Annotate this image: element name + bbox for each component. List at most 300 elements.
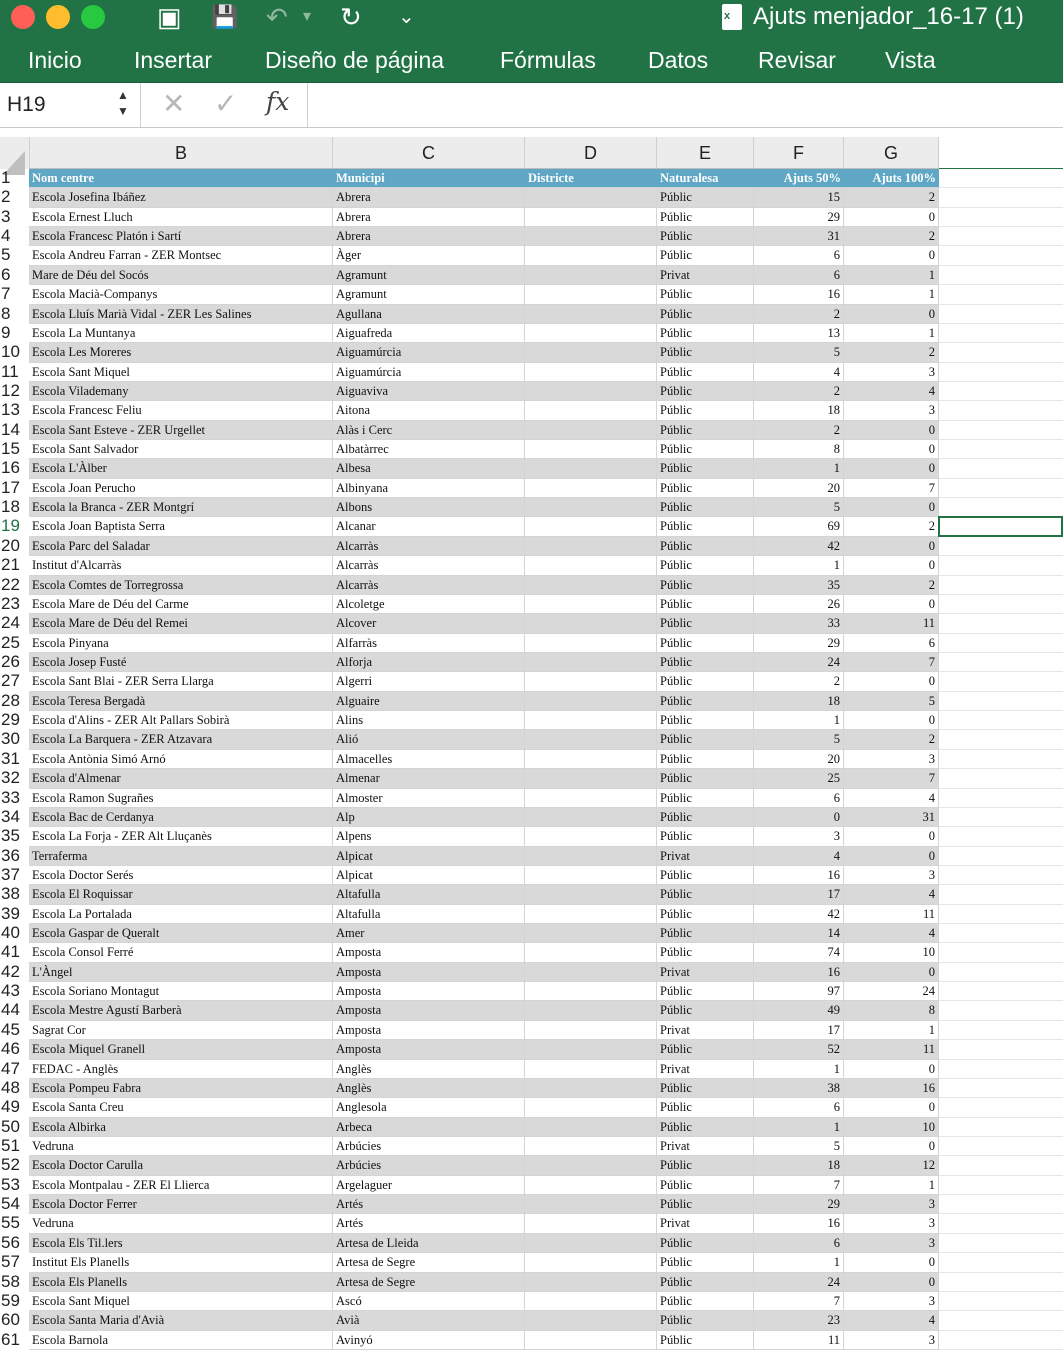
cell-naturalesa[interactable]: Públic	[657, 1098, 754, 1117]
cell-nom-centre[interactable]: Escola Doctor Carulla	[29, 1156, 333, 1175]
cell-naturalesa[interactable]: Privat	[657, 266, 754, 285]
cell-districte[interactable]	[525, 1253, 657, 1272]
header-cell-municipi[interactable]: Municipi	[333, 169, 525, 188]
redo-icon[interactable]: ↻	[340, 2, 362, 32]
cell-naturalesa[interactable]: Públic	[657, 1311, 754, 1330]
cell-municipi[interactable]: Avinyó	[333, 1331, 525, 1350]
cell-municipi[interactable]: Alpicat	[333, 847, 525, 866]
row-number[interactable]: 59	[1, 1290, 20, 1310]
row-number[interactable]: 40	[1, 923, 20, 943]
cell-municipi[interactable]: Almacelles	[333, 750, 525, 769]
row-number[interactable]: 56	[1, 1232, 20, 1252]
cell-ajuts-100[interactable]: 3	[844, 750, 939, 769]
cell-ajuts-50[interactable]: 14	[754, 924, 844, 943]
cell-nom-centre[interactable]: Escola Barnola	[29, 1331, 333, 1350]
cell-ajuts-100[interactable]: 3	[844, 1292, 939, 1311]
cell-ajuts-50[interactable]: 6	[754, 266, 844, 285]
cell-ajuts-100[interactable]: 1	[844, 1176, 939, 1195]
cell-districte[interactable]	[525, 789, 657, 808]
row-number[interactable]: 54	[1, 1194, 20, 1214]
cell-naturalesa[interactable]: Públic	[657, 188, 754, 207]
cell-nom-centre[interactable]: L'Àngel	[29, 963, 333, 982]
cell-municipi[interactable]: Amer	[333, 924, 525, 943]
cell-districte[interactable]	[525, 943, 657, 962]
cell-ajuts-100[interactable]: 0	[844, 847, 939, 866]
row-number[interactable]: 3	[1, 206, 11, 226]
row-number[interactable]: 27	[1, 671, 20, 691]
cell-ajuts-50[interactable]: 5	[754, 1137, 844, 1156]
column-header-c[interactable]: C	[333, 137, 525, 169]
cell-naturalesa[interactable]: Públic	[657, 305, 754, 324]
cell-districte[interactable]	[525, 1001, 657, 1020]
cell-nom-centre[interactable]: Escola Albirka	[29, 1118, 333, 1137]
cell-nom-centre[interactable]: FEDAC - Anglès	[29, 1060, 333, 1079]
cell-districte[interactable]	[525, 982, 657, 1001]
cell-municipi[interactable]: Albesa	[333, 459, 525, 478]
tab-datos[interactable]: Datos	[648, 47, 709, 73]
cell-ajuts-100[interactable]: 0	[844, 1273, 939, 1292]
cell-ajuts-100[interactable]: 24	[844, 982, 939, 1001]
cell-districte[interactable]	[525, 924, 657, 943]
cell-naturalesa[interactable]: Públic	[657, 866, 754, 885]
cell-districte[interactable]	[525, 1137, 657, 1156]
cancel-edit-icon[interactable]: ✕	[162, 88, 186, 119]
cell-ajuts-100[interactable]: 0	[844, 305, 939, 324]
cell-ajuts-50[interactable]: 16	[754, 963, 844, 982]
row-number[interactable]: 15	[1, 439, 20, 459]
cell-ajuts-50[interactable]: 24	[754, 653, 844, 672]
cell-nom-centre[interactable]: Escola Els Til.lers	[29, 1234, 333, 1253]
header-cell-nom-centre[interactable]: Nom centre	[29, 169, 333, 188]
cell-ajuts-50[interactable]: 6	[754, 1234, 844, 1253]
cell-nom-centre[interactable]: Escola Pompeu Fabra	[29, 1079, 333, 1098]
cell-municipi[interactable]: Alcarràs	[333, 576, 525, 595]
row-number[interactable]: 17	[1, 477, 20, 497]
cell-ajuts-50[interactable]: 6	[754, 789, 844, 808]
cell-districte[interactable]	[525, 459, 657, 478]
zoom-window-button[interactable]	[81, 5, 105, 29]
row-number[interactable]: 36	[1, 845, 20, 865]
cell-ajuts-100[interactable]: 0	[844, 963, 939, 982]
cell-nom-centre[interactable]: Escola Montpalau - ZER El Llierca	[29, 1176, 333, 1195]
cell-municipi[interactable]: Abrera	[333, 208, 525, 227]
cell-ajuts-50[interactable]: 5	[754, 343, 844, 362]
cell-ajuts-50[interactable]: 4	[754, 847, 844, 866]
cell-ajuts-100[interactable]: 3	[844, 1195, 939, 1214]
tab-vista[interactable]: Vista	[885, 47, 936, 73]
row-number[interactable]: 12	[1, 380, 20, 400]
cell-ajuts-50[interactable]: 13	[754, 324, 844, 343]
cell-municipi[interactable]: Alió	[333, 730, 525, 749]
cell-districte[interactable]	[525, 634, 657, 653]
cell-districte[interactable]	[525, 208, 657, 227]
column-header-d[interactable]: D	[525, 137, 657, 169]
cell-ajuts-50[interactable]: 2	[754, 382, 844, 401]
cell-ajuts-50[interactable]: 26	[754, 595, 844, 614]
cell-districte[interactable]	[525, 963, 657, 982]
cell-ajuts-100[interactable]: 3	[844, 401, 939, 420]
cell-ajuts-50[interactable]: 1	[754, 711, 844, 730]
cell-districte[interactable]	[525, 363, 657, 382]
row-number[interactable]: 49	[1, 1097, 20, 1117]
cell-naturalesa[interactable]: Públic	[657, 595, 754, 614]
cell-ajuts-100[interactable]: 11	[844, 614, 939, 633]
cell-districte[interactable]	[525, 653, 657, 672]
cell-ajuts-100[interactable]: 0	[844, 1060, 939, 1079]
cell-naturalesa[interactable]: Públic	[657, 1253, 754, 1272]
cell-districte[interactable]	[525, 595, 657, 614]
cell-ajuts-100[interactable]: 2	[844, 188, 939, 207]
row-number[interactable]: 39	[1, 903, 20, 923]
cell-municipi[interactable]: Aiguaviva	[333, 382, 525, 401]
cell-ajuts-50[interactable]: 18	[754, 1156, 844, 1175]
row-number[interactable]: 18	[1, 497, 20, 517]
row-number[interactable]: 10	[1, 342, 20, 362]
cell-nom-centre[interactable]: Vedruna	[29, 1214, 333, 1233]
cell-municipi[interactable]: Amposta	[333, 963, 525, 982]
cell-ajuts-100[interactable]: 3	[844, 1214, 939, 1233]
cell-ajuts-50[interactable]: 33	[754, 614, 844, 633]
cell-ajuts-50[interactable]: 29	[754, 208, 844, 227]
cell-ajuts-50[interactable]: 5	[754, 498, 844, 517]
cell-districte[interactable]	[525, 382, 657, 401]
cell-nom-centre[interactable]: Escola Antònia Simó Arnó	[29, 750, 333, 769]
cell-nom-centre[interactable]: Escola Doctor Serés	[29, 866, 333, 885]
row-number[interactable]: 38	[1, 884, 20, 904]
cell-naturalesa[interactable]: Públic	[657, 692, 754, 711]
cell-municipi[interactable]: Avià	[333, 1311, 525, 1330]
row-number[interactable]: 51	[1, 1136, 20, 1155]
select-all-button[interactable]	[0, 137, 29, 169]
cell-naturalesa[interactable]: Públic	[657, 924, 754, 943]
column-header-h[interactable]	[939, 137, 1063, 169]
cell-ajuts-50[interactable]: 16	[754, 866, 844, 885]
cell-municipi[interactable]: Artesa de Segre	[333, 1273, 525, 1292]
row-number[interactable]: 13	[1, 400, 20, 420]
row-number[interactable]: 4	[1, 226, 11, 246]
cell-ajuts-100[interactable]: 16	[844, 1079, 939, 1098]
cell-naturalesa[interactable]: Privat	[657, 1021, 754, 1040]
row-number[interactable]: 6	[1, 264, 11, 284]
cell-naturalesa[interactable]: Públic	[657, 1292, 754, 1311]
cell-municipi[interactable]: Amposta	[333, 982, 525, 1001]
cell-nom-centre[interactable]: Escola Miquel Granell	[29, 1040, 333, 1059]
cell-nom-centre[interactable]: Escola La Barquera - ZER Atzavara	[29, 730, 333, 749]
row-number[interactable]: 28	[1, 690, 20, 710]
cell-districte[interactable]	[525, 266, 657, 285]
cell-municipi[interactable]: Alcoletge	[333, 595, 525, 614]
cell-ajuts-100[interactable]: 2	[844, 343, 939, 362]
cell-naturalesa[interactable]: Públic	[657, 769, 754, 788]
cell-municipi[interactable]: Argelaguer	[333, 1176, 525, 1195]
cell-ajuts-50[interactable]: 38	[754, 1079, 844, 1098]
cell-municipi[interactable]: Agramunt	[333, 285, 525, 304]
cell-ajuts-50[interactable]: 24	[754, 1273, 844, 1292]
cell-nom-centre[interactable]: Escola Francesc Platón i Sartí	[29, 227, 333, 246]
cell-municipi[interactable]: Alforja	[333, 653, 525, 672]
row-number[interactable]: 37	[1, 864, 20, 884]
row-number[interactable]: 34	[1, 806, 20, 826]
row-number[interactable]: 48	[1, 1077, 20, 1097]
cell-districte[interactable]	[525, 808, 657, 827]
cell-nom-centre[interactable]: Escola Pinyana	[29, 634, 333, 653]
cell-districte[interactable]	[525, 885, 657, 904]
cell-municipi[interactable]: Algerri	[333, 672, 525, 691]
cell-municipi[interactable]: Amposta	[333, 943, 525, 962]
cell-naturalesa[interactable]: Públic	[657, 1156, 754, 1175]
row-number[interactable]: 11	[1, 361, 19, 381]
cell-ajuts-50[interactable]: 8	[754, 440, 844, 459]
cell-ajuts-100[interactable]: 3	[844, 1234, 939, 1253]
cell-municipi[interactable]: Arbúcies	[333, 1156, 525, 1175]
cell-naturalesa[interactable]: Públic	[657, 1176, 754, 1195]
cell-nom-centre[interactable]: Escola Teresa Bergadà	[29, 692, 333, 711]
cell-ajuts-50[interactable]: 23	[754, 1311, 844, 1330]
cell-districte[interactable]	[525, 769, 657, 788]
cell-ajuts-100[interactable]: 4	[844, 382, 939, 401]
row-number[interactable]: 57	[1, 1252, 20, 1272]
cell-naturalesa[interactable]: Públic	[657, 730, 754, 749]
row-number[interactable]: 47	[1, 1058, 20, 1078]
cell-districte[interactable]	[525, 1234, 657, 1253]
cell-ajuts-50[interactable]: 17	[754, 885, 844, 904]
row-number[interactable]: 5	[1, 245, 11, 265]
cell-nom-centre[interactable]: Escola Santa Maria d'Avià	[29, 1311, 333, 1330]
header-cell-ajuts-50[interactable]: Ajuts 50%	[754, 169, 844, 188]
row-number[interactable]: 41	[1, 942, 20, 962]
row-number[interactable]: 21	[1, 555, 20, 575]
cell-ajuts-50[interactable]: 1	[754, 459, 844, 478]
row-number[interactable]: 20	[1, 535, 20, 555]
cell-ajuts-50[interactable]: 3	[754, 827, 844, 846]
row-number[interactable]: 60	[1, 1310, 20, 1330]
tab-revisar[interactable]: Revisar	[758, 47, 836, 73]
cell-municipi[interactable]: Alfarràs	[333, 634, 525, 653]
row-number[interactable]: 55	[1, 1213, 20, 1233]
cell-nom-centre[interactable]: Vedruna	[29, 1137, 333, 1156]
sheets-icon[interactable]: ▣	[157, 2, 182, 32]
cell-naturalesa[interactable]: Públic	[657, 343, 754, 362]
cell-ajuts-100[interactable]: 8	[844, 1001, 939, 1020]
cell-naturalesa[interactable]: Públic	[657, 672, 754, 691]
cell-nom-centre[interactable]: Escola Soriano Montagut	[29, 982, 333, 1001]
cell-naturalesa[interactable]: Públic	[657, 614, 754, 633]
cell-nom-centre[interactable]: Escola Sant Esteve - ZER Urgellet	[29, 421, 333, 440]
cell-ajuts-100[interactable]: 4	[844, 924, 939, 943]
cell-municipi[interactable]: Alcarràs	[333, 556, 525, 575]
cell-nom-centre[interactable]: Institut d'Alcarràs	[29, 556, 333, 575]
selected-cell-h19[interactable]	[938, 516, 1063, 537]
cell-ajuts-50[interactable]: 5	[754, 730, 844, 749]
cell-naturalesa[interactable]: Públic	[657, 905, 754, 924]
cell-municipi[interactable]: Aitona	[333, 401, 525, 420]
cell-districte[interactable]	[525, 1176, 657, 1195]
cell-districte[interactable]	[525, 556, 657, 575]
cell-nom-centre[interactable]: Escola La Forja - ZER Alt Lluçanès	[29, 827, 333, 846]
cell-districte[interactable]	[525, 517, 657, 536]
cell-naturalesa[interactable]: Privat	[657, 963, 754, 982]
name-box-stepper-icon[interactable]: ▲ ▼	[117, 88, 129, 118]
formula-input[interactable]	[312, 91, 1052, 119]
row-number[interactable]: 8	[1, 303, 11, 323]
cell-municipi[interactable]: Alguaire	[333, 692, 525, 711]
cell-districte[interactable]	[525, 1079, 657, 1098]
row-number[interactable]: 58	[1, 1271, 20, 1291]
cell-naturalesa[interactable]: Públic	[657, 1273, 754, 1292]
cell-nom-centre[interactable]: Escola Els Planells	[29, 1273, 333, 1292]
cell-districte[interactable]	[525, 1060, 657, 1079]
cell-ajuts-50[interactable]: 97	[754, 982, 844, 1001]
cell-nom-centre[interactable]: Escola Francesc Feliu	[29, 401, 333, 420]
row-number[interactable]: 50	[1, 1116, 20, 1136]
cell-naturalesa[interactable]: Públic	[657, 789, 754, 808]
cell-ajuts-100[interactable]: 0	[844, 498, 939, 517]
cell-districte[interactable]	[525, 711, 657, 730]
cell-ajuts-100[interactable]: 1	[844, 266, 939, 285]
save-icon[interactable]: 💾	[211, 4, 239, 29]
header-cell-districte[interactable]: Districte	[525, 169, 657, 188]
cell-nom-centre[interactable]: Escola Mare de Déu del Carme	[29, 595, 333, 614]
cell-municipi[interactable]: Alcanar	[333, 517, 525, 536]
cell-districte[interactable]	[525, 324, 657, 343]
cell-naturalesa[interactable]: Públic	[657, 227, 754, 246]
cell-ajuts-100[interactable]: 7	[844, 769, 939, 788]
cell-nom-centre[interactable]: Institut Els Planells	[29, 1253, 333, 1272]
cell-naturalesa[interactable]: Privat	[657, 1137, 754, 1156]
minimize-window-button[interactable]	[46, 5, 70, 29]
cell-nom-centre[interactable]: Escola Sant Blai - ZER Serra Llarga	[29, 672, 333, 691]
cell-ajuts-50[interactable]: 18	[754, 401, 844, 420]
cell-naturalesa[interactable]: Públic	[657, 285, 754, 304]
cell-municipi[interactable]: Artesa de Lleida	[333, 1234, 525, 1253]
cell-ajuts-50[interactable]: 29	[754, 634, 844, 653]
cell-districte[interactable]	[525, 305, 657, 324]
cell-ajuts-100[interactable]: 0	[844, 1253, 939, 1272]
cell-nom-centre[interactable]: Escola la Branca - ZER Montgrí	[29, 498, 333, 517]
cell-ajuts-50[interactable]: 7	[754, 1176, 844, 1195]
cell-naturalesa[interactable]: Públic	[657, 1331, 754, 1350]
row-number[interactable]: 44	[1, 1000, 20, 1020]
cell-nom-centre[interactable]: Escola Sant Salvador	[29, 440, 333, 459]
row-number[interactable]: 46	[1, 1039, 20, 1059]
cell-municipi[interactable]: Artés	[333, 1214, 525, 1233]
cell-naturalesa[interactable]: Públic	[657, 208, 754, 227]
cell-nom-centre[interactable]: Escola d'Almenar	[29, 769, 333, 788]
cell-districte[interactable]	[525, 1040, 657, 1059]
cell-municipi[interactable]: Alcarràs	[333, 537, 525, 556]
cell-nom-centre[interactable]: Escola Vilademany	[29, 382, 333, 401]
cell-municipi[interactable]: Abrera	[333, 188, 525, 207]
cell-naturalesa[interactable]: Públic	[657, 479, 754, 498]
row-number[interactable]: 32	[1, 768, 20, 788]
cell-naturalesa[interactable]: Públic	[657, 808, 754, 827]
row-number[interactable]: 33	[1, 787, 20, 807]
undo-icon[interactable]: ↶	[266, 2, 288, 32]
cell-municipi[interactable]: Albons	[333, 498, 525, 517]
cell-ajuts-100[interactable]: 3	[844, 1331, 939, 1350]
cell-nom-centre[interactable]: Escola Macià-Companys	[29, 285, 333, 304]
cell-districte[interactable]	[525, 1195, 657, 1214]
row-number[interactable]: 25	[1, 632, 20, 652]
cell-naturalesa[interactable]: Públic	[657, 576, 754, 595]
cell-municipi[interactable]: Agullana	[333, 305, 525, 324]
cell-nom-centre[interactable]: Escola La Portalada	[29, 905, 333, 924]
cell-ajuts-50[interactable]: 4	[754, 363, 844, 382]
cell-municipi[interactable]: Anglès	[333, 1060, 525, 1079]
cell-nom-centre[interactable]: Escola Comtes de Torregrossa	[29, 576, 333, 595]
row-number[interactable]: 35	[1, 826, 20, 846]
cell-ajuts-100[interactable]: 0	[844, 595, 939, 614]
cell-municipi[interactable]: Alp	[333, 808, 525, 827]
cell-municipi[interactable]: Amposta	[333, 1001, 525, 1020]
cell-naturalesa[interactable]: Públic	[657, 556, 754, 575]
row-number[interactable]: 16	[1, 458, 20, 478]
cell-ajuts-100[interactable]: 31	[844, 808, 939, 827]
cell-districte[interactable]	[525, 847, 657, 866]
header-cell-naturalesa[interactable]: Naturalesa	[657, 169, 754, 188]
cell-ajuts-100[interactable]: 1	[844, 285, 939, 304]
cell-naturalesa[interactable]: Privat	[657, 1060, 754, 1079]
row-number[interactable]: 24	[1, 613, 20, 633]
cell-ajuts-100[interactable]: 2	[844, 517, 939, 536]
cell-municipi[interactable]: Arbúcies	[333, 1137, 525, 1156]
row-number[interactable]: 52	[1, 1155, 20, 1175]
cell-ajuts-100[interactable]: 2	[844, 227, 939, 246]
cell-nom-centre[interactable]: Escola Joan Perucho	[29, 479, 333, 498]
cell-naturalesa[interactable]: Públic	[657, 324, 754, 343]
cell-naturalesa[interactable]: Públic	[657, 382, 754, 401]
undo-menu-icon[interactable]: ▾	[303, 8, 312, 25]
cell-districte[interactable]	[525, 576, 657, 595]
cell-nom-centre[interactable]: Escola Mestre Agustí Barberà	[29, 1001, 333, 1020]
cell-ajuts-50[interactable]: 18	[754, 692, 844, 711]
cell-ajuts-50[interactable]: 52	[754, 1040, 844, 1059]
cell-districte[interactable]	[525, 692, 657, 711]
cell-ajuts-50[interactable]: 16	[754, 1214, 844, 1233]
cell-nom-centre[interactable]: Mare de Déu del Socós	[29, 266, 333, 285]
cell-ajuts-100[interactable]: 7	[844, 479, 939, 498]
cell-districte[interactable]	[525, 537, 657, 556]
cell-districte[interactable]	[525, 401, 657, 420]
cell-nom-centre[interactable]: Escola Mare de Déu del Remei	[29, 614, 333, 633]
row-number[interactable]: 30	[1, 729, 20, 749]
cell-nom-centre[interactable]: Escola Les Moreres	[29, 343, 333, 362]
cell-ajuts-100[interactable]: 6	[844, 634, 939, 653]
cell-ajuts-50[interactable]: 2	[754, 672, 844, 691]
cell-ajuts-100[interactable]: 4	[844, 885, 939, 904]
cell-municipi[interactable]: Arbeca	[333, 1118, 525, 1137]
cell-nom-centre[interactable]: Escola Sant Miquel	[29, 363, 333, 382]
cell-nom-centre[interactable]: Escola El Roquissar	[29, 885, 333, 904]
cell-naturalesa[interactable]: Públic	[657, 711, 754, 730]
cell-districte[interactable]	[525, 227, 657, 246]
cell-municipi[interactable]: Almenar	[333, 769, 525, 788]
cell-ajuts-100[interactable]: 10	[844, 943, 939, 962]
cell-naturalesa[interactable]: Públic	[657, 1234, 754, 1253]
cell-ajuts-100[interactable]: 7	[844, 653, 939, 672]
cell-naturalesa[interactable]: Públic	[657, 943, 754, 962]
cell-ajuts-100[interactable]: 0	[844, 421, 939, 440]
cell-districte[interactable]	[525, 421, 657, 440]
cell-districte[interactable]	[525, 672, 657, 691]
close-window-button[interactable]	[11, 5, 35, 29]
cell-ajuts-100[interactable]: 0	[844, 1137, 939, 1156]
cell-naturalesa[interactable]: Privat	[657, 847, 754, 866]
cell-ajuts-100[interactable]: 0	[844, 672, 939, 691]
cell-naturalesa[interactable]: Públic	[657, 1195, 754, 1214]
row-number[interactable]: 7	[1, 284, 11, 304]
cell-naturalesa[interactable]: Públic	[657, 885, 754, 904]
